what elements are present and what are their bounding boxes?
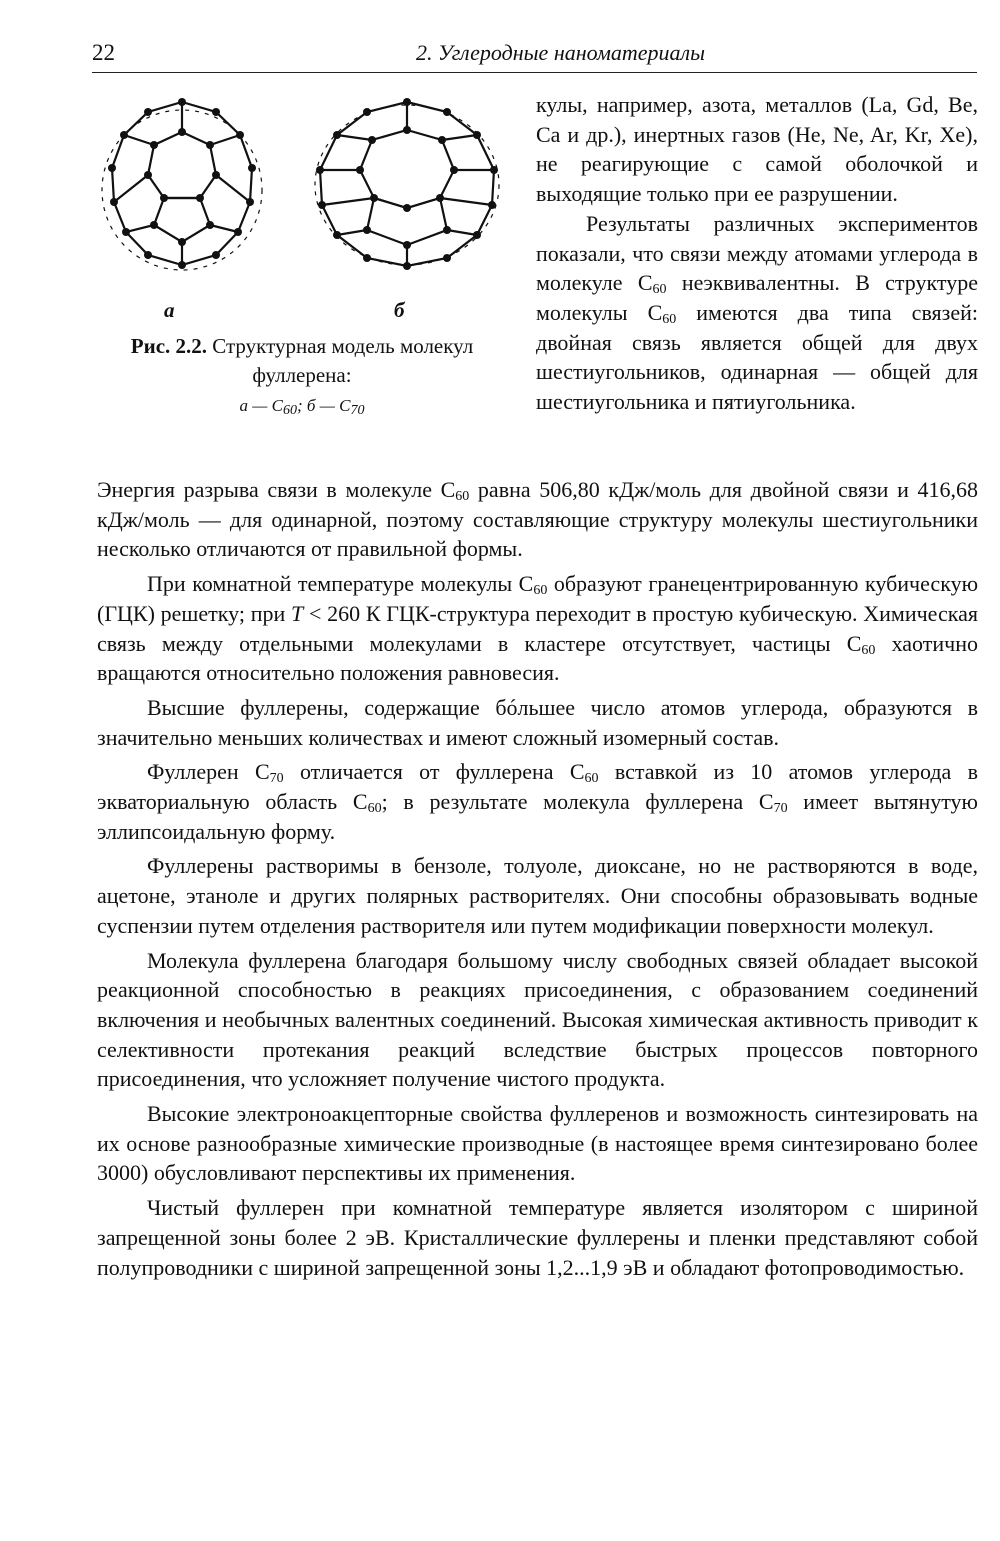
paragraph: Высокие электроноакцепторные свойства фуллеренов и возможность синтезировать на их основе разнообразные химические производные (в настоящее время синтезировано более 3000) обусловливают перспективы их применения. [97,1101,978,1186]
text-column-right [536,90,978,417]
paragraph: Фуллерены растворимы в бензоле, толуоле, диоксане, но не растворяются в воде, ацетоне, этаноле и других полярных растворителях. Они способны образовывать водные суспензии путем отделения растворителя или путем модификации поверхности молекул. [97,853,978,938]
paragraph: Энергия разрыва связи в молекуле $С_{60}$ равна 506,80 кДж/моль для двойной связи и 416,68 кДж/моль — для одинарной, поэтому составляющие структуру молекулы шестиугольники несколько отличаются от правильной формы. [97,477,978,562]
fullerene-drawings [92,90,512,300]
text-body [97,475,978,1287]
figure-caption [92,332,512,420]
panel-label-b: б [394,298,405,322]
paragraph: кулы, например, азота, металлов (La, Gd, Be, Ca и др.), инертных газов (He, Ne, Ar, Kr, Xe), не реагирующие с самой оболочкой и выходящие только при ее разрушении. [536,92,978,207]
page-header [92,40,977,73]
figure-number: Рис. 2.2. [130,334,208,358]
paragraph: При комнатной температуре молекулы $С_{60}$ образуют гранецентрированную кубическую (ГЦК) решетку; при T < 260 К ГЦК-структура переходит в простую кубическую. Химическая связь между отдельными молекулами в кластере отсутствует, частицы $С_{60}$ хаотично вращаются относительно положения равновесия. [97,571,979,686]
paragraph: Результаты различных экспериментов показали, что связи между атомами углерода в молекуле $С_{60}$ неэквивалентны. В структуре молекулы $С_{60}$ имеются два типа связей: двойная связь является общей для двух шестиугольников, одинарная — общей для шестиугольника и пятиугольника. [536,210,979,415]
caption-legend: а — $С_{60}$; б — $С_{70}$ [239,396,365,418]
paragraph: Чистый фуллерен при комнатной температуре является изолятором с шириной запрещенной зоны более 2 эВ. Кристаллические фуллерены и пленки представляют собой полупроводники с шириной запрещенной зоны 1,2...1,9 эВ и обладают фотопроводимостью. [97,1195,978,1280]
caption-text: Структурная модель молекул фуллерена: [212,334,474,387]
paragraph: Высшие фуллерены, содержащие бóльшее число атомов углерода, образуются в значительно меньших количествах и имеют сложный изомерный состав. [97,694,978,750]
paragraph: Фуллерен $С_{70}$ отличается от фуллерена $С_{60}$ вставкой из 10 атомов углерода в экваториальную область $С_{60}$; в результате молекула фуллерена $С_{70}$ имеет вытянутую эллипсоидальную форму. [97,759,978,844]
panel-label-a: а [164,298,175,322]
running-title: 2. Углеродные наноматериалы [416,40,705,65]
page-number: 22 [92,40,115,65]
figure-fullerene [92,90,512,420]
paragraph: Молекула фуллерена благодаря большому числу свободных связей обладает высокой реакционной способностью в реакциях присоединения, с образованием соединений включения и необычных валентных соединений. Высокая химическая активность приводит к селективности протекания реакций вследствие быстрых процессов повторного присоединения, что усложняет получение чистого продукта. [97,947,978,1092]
